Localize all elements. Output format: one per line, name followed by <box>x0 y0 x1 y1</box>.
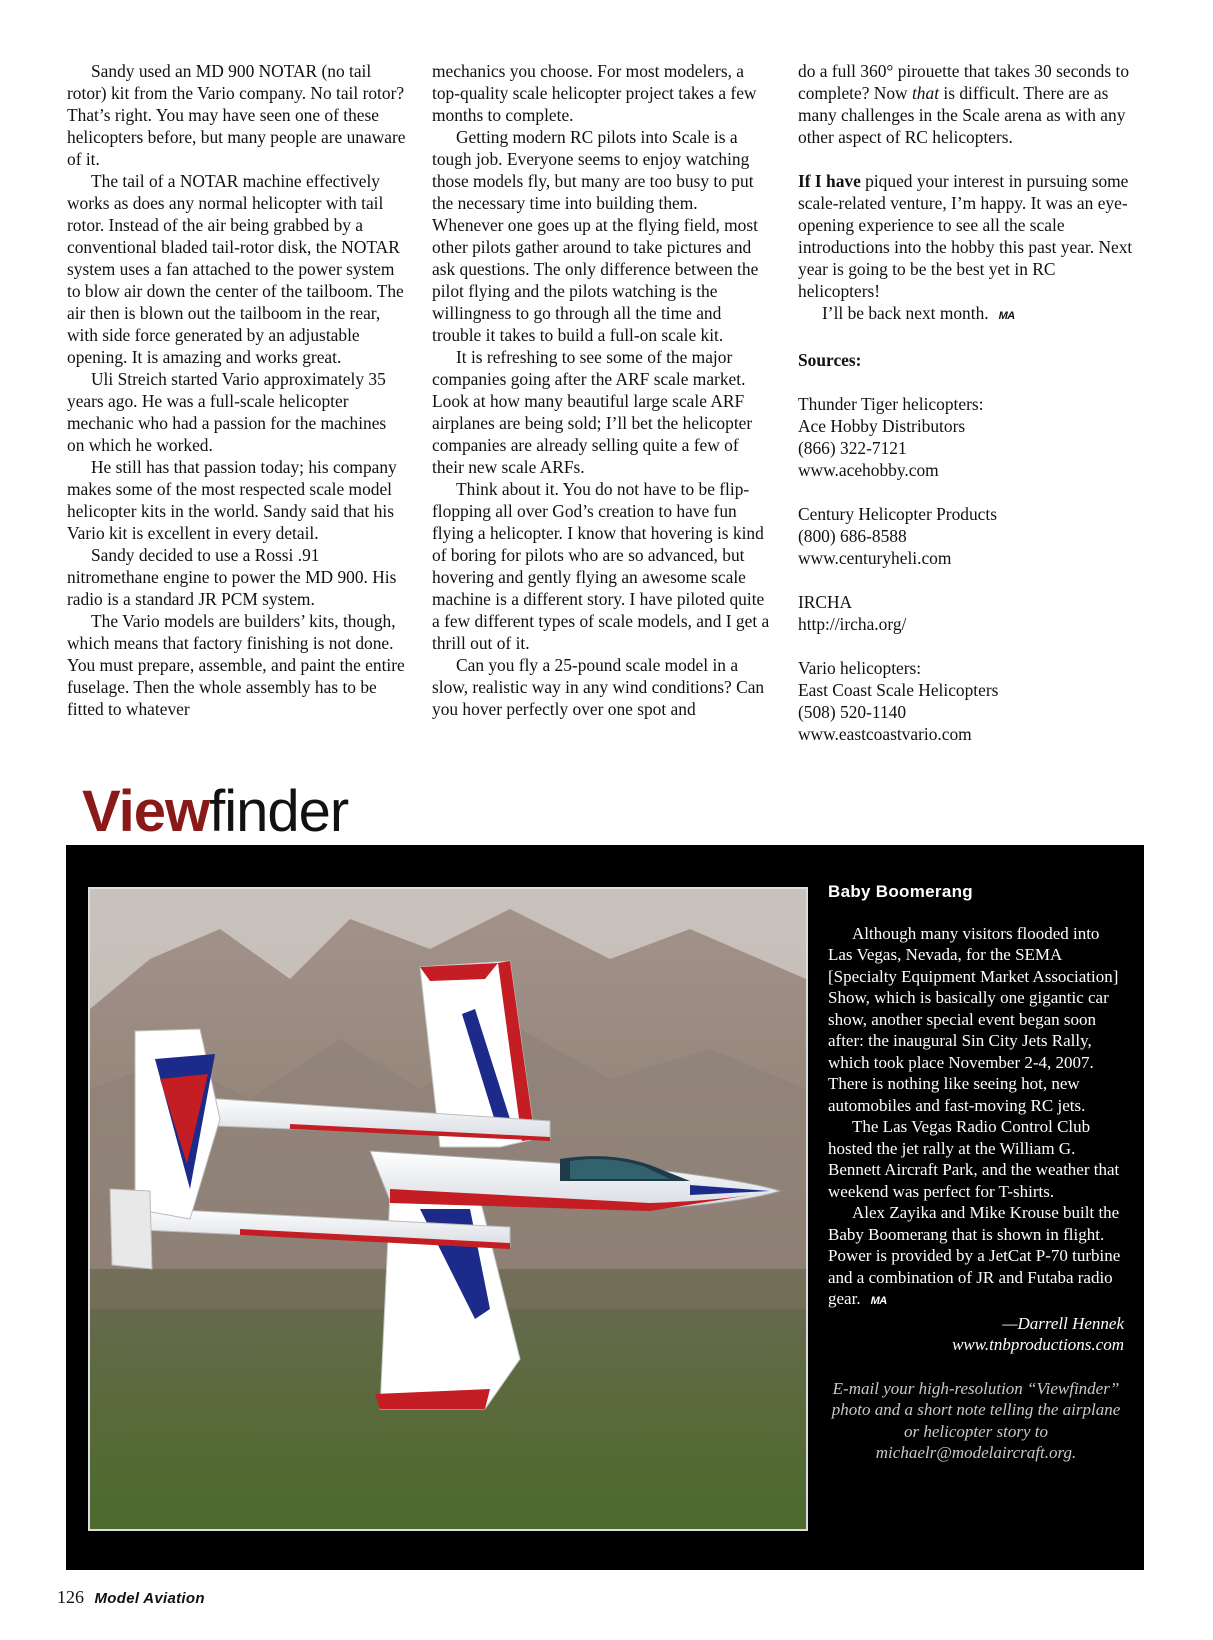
caption-title: Baby Boomerang <box>828 882 973 901</box>
paragraph: It is refreshing to see some of the major companies going after the ARF scale market. Look at how many beautiful large scale ARF airplanes are being sold; I’ll bet the helicopter companies are already selling quite a few of their new scale ARFs. <box>432 347 753 477</box>
viewfinder-panel <box>66 845 1144 1570</box>
paragraph: mechanics you choose. For most modelers, a top-quality scale helicopter project takes a few months to complete. <box>432 61 757 125</box>
submission-note: E-mail your high-resolution “Viewfinder” photo and a short note telling the airplane or helicopter story to michaelr@modelaircraft.org. <box>831 1378 1121 1462</box>
paragraph: Sandy decided to use a Rossi .91 nitromethane engine to power the MD 900. His radio is a standard JR PCM system. <box>67 545 397 609</box>
signoff: I’ll be back next month. MA <box>822 303 1015 323</box>
page-footer <box>57 1583 205 1611</box>
paragraph: Getting modern RC pilots into Scale is a tough job. Everyone seems to enjoy watching those models fly, but many are too busy to put the necessary time into building them. Whenever one goes up at the flying field, most other pilots gather around to take pictures and ask questions. The only difference between the pilot flying and the pilots watching is the willingness to go through all the time and trouble it takes to build a full-on scale kit. <box>432 127 759 345</box>
source-link[interactable]: www.acehobby.com <box>798 460 939 480</box>
paragraph: The tail of a NOTAR machine effectively works as does any normal helicopter with tail rotor. Instead of the air being grabbed by a conventional bladed tail-rotor disk, the NOTAR system uses a fan attached to the power system to blow air down the center of the tailboom. The air then is blown out the tailboom in the rear, with side force generated by an adjustable opening. It is amazing and works great. <box>67 171 404 367</box>
magazine-name: Model Aviation <box>94 1590 205 1607</box>
paragraph: If I have piqued your interest in pursuing some scale-related venture, I’m happy. It was an eye-opening experience to see all the scale introductions into the hobby this past year. Next year is going to be the best yet in RC helicopters! <box>798 171 1133 301</box>
lead-in: If I have <box>798 171 861 191</box>
paragraph: Sandy used an MD 900 NOTAR (no tail rotor) kit from the Vario company. No tail rotor? That’s right. You may have seen one of these helicopters before, but many people are unaware of it. <box>67 61 406 169</box>
source-entry: IRCHA http://ircha.org/ <box>798 591 1138 635</box>
photo-credit-name: —Darrell Hennek <box>1002 1313 1124 1333</box>
caption-paragraph: The Las Vegas Radio Control Club hosted the jet rally at the William G. Bennett Aircraft Park, and the weather that weekend was perfect for T-shirts. <box>828 1117 1120 1201</box>
article-column-1 <box>67 60 407 720</box>
source-link[interactable]: www.eastcoastvario.com <box>798 724 972 744</box>
jet-photo <box>88 887 808 1531</box>
baby-boomerang-photo <box>90 889 806 1529</box>
paragraph: Think about it. You do not have to be flip-flopping all over God’s creation to have fun flying a helicopter. I know that hovering is kind of boring for pilots who are so advanced, but hovering and gently flying an awesome scale machine is a different story. I have piloted quite a few different types of scale models, and I get a thrill out of it. <box>432 479 770 653</box>
page-number: 126 <box>57 1587 84 1607</box>
paragraph: Uli Streich started Vario approximately 35 years ago. He was a full-scale helicopter mechanic who had a passion for the machines on which he worked. <box>67 369 387 455</box>
article-column-2 <box>432 60 772 720</box>
caption-paragraph: Although many visitors flooded into Las Vegas, Nevada, for the SEMA [Specialty Equipment Market Association] Show, which is basically one gigantic car show, another special event began soon after: the inaugural Sin City Jets Rally, which took place November 2-4, 2007. There is nothing like seeing hot, new automobiles and fast-moving RC jets. <box>828 923 1119 1115</box>
viewfinder-caption <box>828 881 1124 1464</box>
source-link[interactable]: www.centuryheli.com <box>798 548 952 568</box>
ma-logo: MA <box>998 310 1015 322</box>
source-entry: Thunder Tiger helicopters: Ace Hobby Distributors (866) 322-7121 www.acehobby.com <box>798 393 1138 481</box>
paragraph: do a full 360° pirouette that takes 30 seconds to complete? Now that is difficult. There are as many challenges in the Scale arena as with any other aspect of RC helicopters. <box>798 61 1130 147</box>
paragraph: The Vario models are builders’ kits, though, which means that factory finishing is not done. You must prepare, assemble, and paint the entire fuselage. Then the whole assembly has to be fitted to whatever <box>67 611 405 719</box>
source-entry: Vario helicopters: East Coast Scale Helicopters (508) 520-1140 www.eastcoastvario.com <box>798 657 1138 745</box>
article-column-3 <box>798 60 1138 745</box>
paragraph: Can you fly a 25-pound scale model in a slow, realistic way in any wind conditions? Can you hover perfectly over one spot and <box>432 655 765 719</box>
photo-credit-url[interactable]: www.tnbproductions.com <box>952 1335 1124 1354</box>
sources-heading: Sources: <box>798 350 862 370</box>
source-link[interactable]: http://ircha.org/ <box>798 614 907 634</box>
source-entry: Century Helicopter Products (800) 686-8588 www.centuryheli.com <box>798 503 1138 569</box>
ma-logo: MA <box>870 1295 887 1307</box>
paragraph: He still has that passion today; his company makes some of the most respected scale model helicopter kits in the world. Sandy said that his Vario kit is excellent in every detail. <box>67 457 397 543</box>
caption-paragraph: Alex Zayika and Mike Krouse built the Baby Boomerang that is shown in flight. Power is provided by a JetCat P-70 turbine and a combination of JR and Futaba radio gear. MA <box>828 1203 1121 1308</box>
viewfinder-title: Viewfinder <box>82 779 349 844</box>
